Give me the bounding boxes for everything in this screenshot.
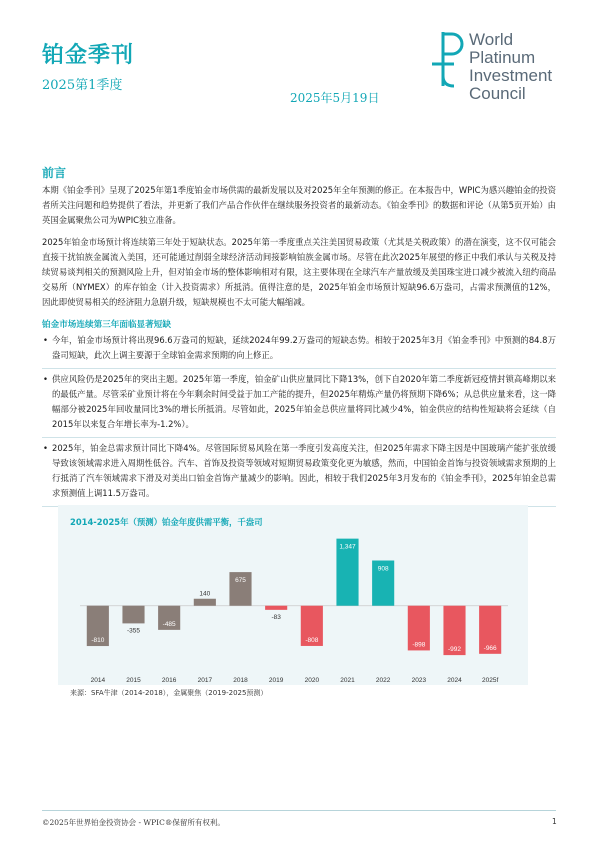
wpic-logo-icon bbox=[430, 30, 468, 90]
footer-divider bbox=[42, 810, 556, 811]
x-tick-label-2019: 2019 bbox=[268, 677, 284, 684]
value-label-2022: 908 bbox=[377, 565, 389, 573]
intro-paragraph-2: 2025年铂金市场预计将连续第三年处于短缺状态。2025年第一季度重点关注美国贸易政策（尤其是关税政策）的潜在演变，这不仅可能会直接干扰铂族金属流入美国，还可能通过削弱全球经济活动间接影响铂族金属市场。尽管在此次2025年展望的修正中我们承认与关税及持续贸易谈判相关的预测风险上升，但对铂金市场的整体影响相对有限，这主要体现在全球汽车产量放缓及美国珠宝进口减少被流入纽约商品交易所（NYMEX）的库存铂金（计入投资需求）所抵消。值得注意的是，2025年铂金市场预计短缺96.6万盎司，占需求预测值的12%，因此即使贸易相关的经济阻力急剧升级，短缺规模也不太可能大幅缩减。 bbox=[42, 237, 556, 307]
chart-title: 2014-2025年（预测）铂金年度供需平衡，千盎司 bbox=[70, 517, 263, 527]
value-label-2024: -992 bbox=[447, 646, 462, 654]
x-tick-label-2018: 2018 bbox=[233, 677, 248, 684]
x-tick-label-2015: 2015 bbox=[126, 677, 141, 684]
value-label-2023: -898 bbox=[412, 641, 426, 649]
logo-line-investment: Investment bbox=[469, 66, 553, 85]
bullet-item: • 供应风险仍是2025年的突出主题。2025年第一季度，铂金矿山供应量同比下降13%，创下自2020年第二季度新冠疫情封锁高峰期以来的最低产量。尽管采矿业预计将在今年剩余时间受益于加工产能的提升，但2025年精炼产量仍将预期下降6%；从总供应量来看，这一降幅部分被2025年回收量同比3%的增长所抵消。尽管如此，2025年铂金总供应量将同比减少4%，铂金供应的结构性短缺将会延续（自2015年以来复合年增长率为-1.2%）。 bbox=[42, 372, 556, 438]
section-title: 前言 bbox=[42, 166, 67, 180]
bar-2019 bbox=[265, 606, 287, 610]
wpic-logo-text bbox=[469, 31, 552, 103]
bullet-item: • 2025年，铂金总需求预计同比下降4%。尽管国际贸易风险在第一季度引发高度关注，但2025年需求下降主因是中国玻璃产能扩张放缓导致该领域需求进入周期性低谷。汽车、首饰及投资等领域对短期贸易政策变化更为敏感，然而，中国铂金首饰与投资领域需求预期的上行抵消了汽车领域需求下滑及对美出口铂金首饰产量减少的影响。因此，相较于我们2025年3月发布的《铂金季刊》，2025年铂金总需求预测值上调11.5万盎司。 bbox=[42, 441, 556, 507]
value-label-2021: 1,347 bbox=[339, 543, 356, 551]
x-tick-label-2022: 2022 bbox=[375, 677, 391, 684]
report-title: 铂金季刊 bbox=[42, 43, 135, 68]
logo-line-council: Council bbox=[469, 84, 526, 103]
x-tick-label-2021: 2021 bbox=[340, 677, 355, 684]
x-tick-label-2016: 2016 bbox=[161, 677, 177, 684]
bullet-list bbox=[42, 333, 556, 510]
value-label-2015: -355 bbox=[126, 627, 141, 635]
supply-demand-bar-chart bbox=[58, 530, 528, 690]
value-label-2019: -83 bbox=[271, 613, 281, 621]
page-number: 1 bbox=[552, 817, 557, 826]
value-label-2017: 140 bbox=[199, 590, 211, 598]
report-subtitle: 2025第1季度 bbox=[42, 78, 123, 93]
logo-line-platinum: Platinum bbox=[469, 48, 536, 67]
value-label-2020: -808 bbox=[305, 636, 319, 644]
logo-line-world: World bbox=[469, 30, 514, 49]
footer-copyright: ©2025年世界铂金投资协会 - WPIC®保留所有权利。 bbox=[42, 818, 225, 827]
bar-2015 bbox=[122, 606, 144, 624]
x-tick-label-2024: 2024 bbox=[447, 677, 462, 684]
value-label-2016: -485 bbox=[162, 620, 176, 628]
value-label-2025f: -966 bbox=[483, 644, 497, 652]
intro-paragraph-1: 本期《铂金季刊》呈现了2025年第1季度铂金市场供需的最新发展以及对2025年全年预测的修正。在本报告中，WPIC为感兴趣铂金的投资者所关注问题和趋势提供了看法，并更新了我们产品合作伙伴在继续服务投资者的最新动态。《铂金季刊》的数据和评论（从第5页开始）由英国金属聚焦公司为WPIC独立准备。 bbox=[42, 185, 556, 225]
x-tick-label-2023: 2023 bbox=[411, 677, 427, 684]
value-label-2018: 675 bbox=[235, 577, 246, 585]
chart-source: 来源：SFA牛津（2014-2018），金属聚焦（2019-2025预测） bbox=[70, 689, 268, 697]
x-tick-label-2017: 2017 bbox=[197, 677, 213, 684]
sub-heading: 铂金市场连续第三年面临显著短缺 bbox=[42, 320, 171, 330]
report-date: 2025年5月19日 bbox=[290, 91, 380, 105]
value-label-2014: -810 bbox=[91, 637, 105, 645]
bar-2017 bbox=[194, 599, 216, 606]
x-tick-label-2020: 2020 bbox=[304, 677, 320, 684]
bullet-item: • 今年，铂金市场预计将出现96.6万盎司的短缺，延续2024年99.2万盎司的短缺态势。相较于2025年3月《铂金季刊》中预测的84.8万盎司短缺，此次上调主要源于全球铂金需求预期的向上修正。 bbox=[42, 333, 556, 369]
x-tick-label-2014: 2014 bbox=[90, 677, 106, 684]
x-tick-label-2025f: 2025f bbox=[482, 677, 499, 684]
